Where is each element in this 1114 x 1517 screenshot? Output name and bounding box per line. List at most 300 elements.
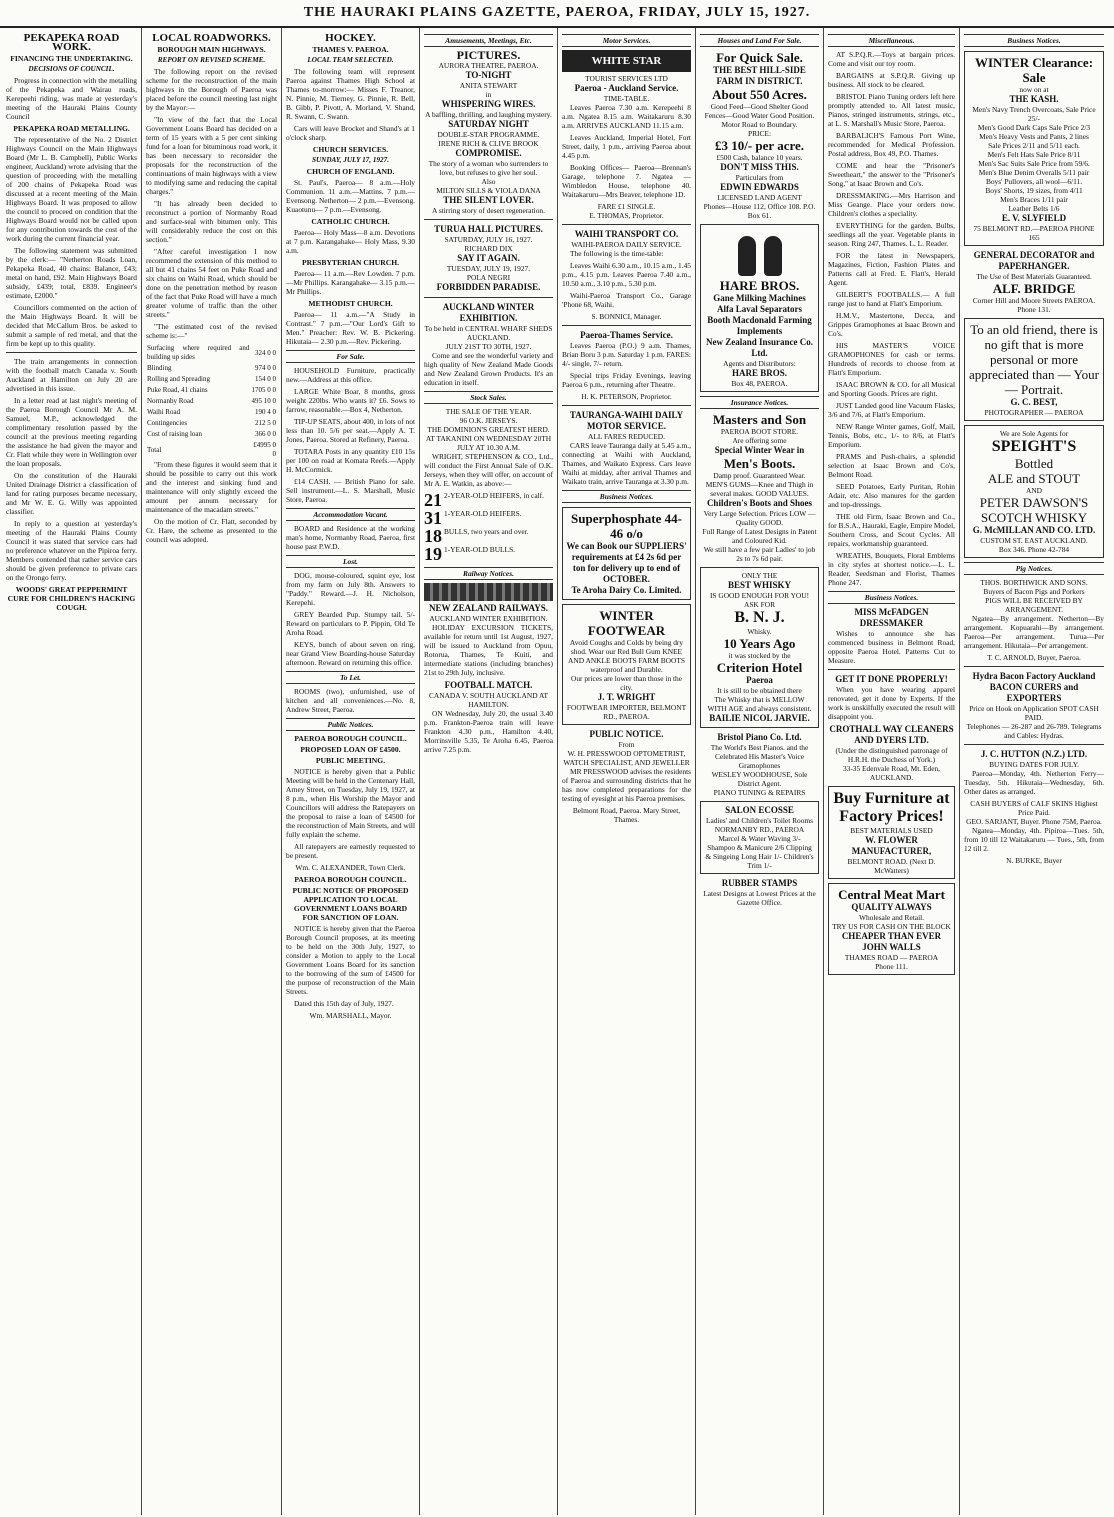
company-name: WAIHI TRANSPORT CO. — [574, 229, 679, 239]
ad-line: Sale Prices 2/11 and 5/11 each. — [988, 141, 1080, 150]
ad-company: ALF. BRIDGE — [992, 281, 1076, 296]
ad-text: (Under the distinguished patronage of H.R.H. the Duchess of York.) — [835, 746, 948, 764]
ad-text: CHEAPER THAN EVER — [841, 931, 942, 941]
section-heading: Business Notices. — [964, 34, 1104, 47]
paragraph: MR PRESSWOOD advises the residents of Paeroa and surrounding districts that he has now completed preparations for the testing of eyesight at his Paeroa premises. — [562, 767, 691, 803]
table-row: Contingencies 212 5 0 — [147, 419, 276, 427]
ad-line: Men's Good Dark Caps Sale Price 2/3 — [977, 123, 1091, 132]
ad-text: Price on Hook on Application SPOT CASH PAID. — [969, 704, 1099, 722]
exhibition-title: AUCKLAND WINTER EXHIBITION. — [442, 302, 535, 323]
ad-text: IS GOOD ENOUGH FOR YOU! — [709, 591, 810, 600]
ad-phone: Box 346. Phone 42-784 — [998, 545, 1070, 554]
classified-ad: H.M.V., Mastertone, Decca, and Grippes Gramophones at Isaac Brown and Co's. — [828, 311, 955, 338]
ad-text: PIANO TUNING & REPAIRS — [713, 788, 806, 797]
ad-text: GEO. SARJANT, Buyer. Phone 75M, Paeroa. — [966, 817, 1102, 826]
classified-ad: BOARD and Residence at the working man's home, Normanby Road, Paeroa, first house past P.W.D. — [286, 524, 415, 551]
classified-ad: COME and hear the "Prisoner's Sweetheart," the answer to the "Prisoner's Song," at Isaac Brown and Co's. — [828, 161, 955, 188]
ad-address: Box 48, PAEROA. — [731, 379, 788, 388]
divider — [964, 666, 1104, 667]
ad-title: WINTER FOOTWEAR — [587, 608, 666, 638]
ad-text: THE BEST HILL-SIDE FARM IN DISTRICT. — [713, 65, 806, 86]
ad-line: New Zealand Insurance Co. Ltd. — [705, 337, 813, 358]
cost-table — [146, 343, 277, 460]
ad-title: Hydra Bacon Factory Auckland — [972, 671, 1096, 681]
ad-company: THE KASH. — [1009, 94, 1059, 104]
section-heading: Pig Notices. — [964, 562, 1104, 575]
price-label: PRICE: — [748, 129, 771, 138]
ad-text: DON'T MISS THIS. — [720, 162, 799, 172]
ad-address: 33-35 Edenvale Road, Mt. Eden, AUCKLAND. — [842, 764, 941, 782]
exhibition-dates: JULY 21ST TO 30TH, 1927. — [445, 342, 532, 351]
section-heading: Railway Notices. — [424, 567, 553, 580]
section-heading: Accommodation Vacant. — [286, 508, 415, 521]
table-row: Cost of raising loan 366 0 0 — [147, 430, 276, 438]
footwear-ad — [562, 604, 691, 725]
column-7 — [824, 28, 960, 1515]
phones: Phones—House 112, Office 108. P.O. Box 61. — [703, 202, 816, 220]
ad-company: W. FLOWER MANUFACTURER, — [851, 835, 932, 856]
classified-ad: HIS MASTER'S VOICE GRAMOPHONES for cash or terms. Hundreds of records to choose from at Flatt's Emporium. — [828, 341, 955, 377]
ad-text: PAEROA BOOT STORE. — [720, 427, 799, 436]
agent-title: LICENSED LAND AGENT — [717, 193, 802, 202]
paragraph: CARS leave Tauranga daily at 5.45 a.m., connecting at Waihi with Auckland, Thames, and Waikato Express. Cars leave Waihi at midday, after arrival Thames and Waikato train, arrive Tauranga at 3.30 p.m. — [562, 441, 691, 486]
classified-ad: BARGAINS at S.P.Q.R. Giving up business. All stock to be cleared. — [828, 71, 955, 89]
ad-title: Men's Boots. — [723, 456, 796, 471]
section-heading: Business Notices. — [562, 490, 691, 503]
ad-text: Bottled — [1014, 456, 1054, 471]
sale-heading: THE SALE OF THE YEAR. — [445, 407, 532, 416]
ad-text: Latest Designs at Lowest Prices at the Gazette Office. — [703, 889, 816, 907]
classified-ad: NEW Range Winter games, Golf, Mail, Tennis, Bobs, etc., 1/- to 8/6, at Flatt's Emporium. — [828, 422, 955, 449]
proprietor: H. K. PETERSON, Proprietor. — [581, 392, 672, 401]
ad-title: Central Meat Mart — [838, 887, 945, 902]
furniture-ad — [828, 786, 955, 879]
film-desc: The story of a woman who surrenders to love, but refuses to give her soul. — [428, 159, 549, 177]
star-name: ANITA STEWART — [459, 81, 518, 90]
theatre-name: TURUA HALL PICTURES. — [434, 224, 543, 234]
film-title: THE SILENT LOVER. — [443, 195, 534, 205]
ad-text: BEST MATERIALS USED — [850, 826, 933, 835]
meat-mart-ad — [828, 883, 955, 975]
paragraph: Dated this 15th day of July, 1927. — [294, 999, 394, 1008]
ad-text: N. BURKE, Buyer — [1006, 856, 1062, 865]
ad-text: ONLY THE — [741, 571, 778, 580]
classified-ad: THE old Firm, Isaac Brown and Co., for B.S.A., Hauraki, Eagle, Empire Model, Southern Cross, and Scout Cycles. All repairs, workmanship guaranteed. — [828, 512, 955, 548]
lot-row: 19 1-YEAR-OLD BULLS. — [424, 544, 516, 564]
ad-title: PETER DAWSON'S — [979, 495, 1089, 510]
church-date: SUNDAY, JULY 17, 1927. — [311, 156, 390, 164]
column-2 — [142, 28, 282, 1515]
ad-text: now on at — [1019, 85, 1049, 94]
ad-text: Special Winter Wear in — [714, 445, 805, 455]
paragraph: "From these figures it would seem that it should be possible to carry out this work and the interest and sinking fund and maintenance will only slightly exceed the amount per annum necessary for maintenance of the macadam streets." — [146, 460, 277, 514]
ad-text: It is still to be obtained there — [717, 686, 802, 695]
classified-ad: LARGE White Boar, 8 months, gross weight 220lbs. Who wants it? £6. Sows to farrow, reasonable.—Box 4, Netherton. — [286, 387, 415, 414]
ad-text: WESLEY WOODHOUSE, Sole District Agent. — [711, 770, 808, 788]
paragraph: St. Paul's, Paeroa— 8 a.m.—Holy Communion. 11 a.m.—Mattins. 7 p.m.—Evensong. Netherton— 2 p.m.—Evensong. Kuaotunu— 7 p.m.—Evensong. — [286, 178, 415, 214]
ad-text: AND — [1025, 486, 1042, 495]
paragraph: WRIGHT, STEPHENSON & CO., Ltd., will conduct the First Annual Sale of O.K. Jerseys, when they will offer, on account of Mr A. E. Watkin, as above:— — [424, 452, 553, 488]
ad-text: PIGS WILL BE RECEIVED BY ARRANGEMENT. — [985, 596, 1083, 614]
ad-title: RUBBER STAMPS — [721, 878, 798, 888]
price: £3 10/- per acre. — [714, 138, 805, 153]
section-heading: Stock Sales. — [424, 391, 553, 404]
paragraph: Come and see the wonderful variety and high quality of New Zealand Made Goods and New Zealand Grown Products. It's an education in itself. — [424, 351, 553, 387]
ad-title: HARE BROS. — [719, 278, 800, 293]
jerseys-label: 96 O.K. JERSEYS. — [459, 416, 518, 425]
paragraph: Councillors commented on the action of the Main Highways Board. It will be decided that McCallum Bros. be asked to submit a sample of red metal, and that the firm be kept up to this quality. — [6, 303, 137, 348]
paragraph: On the constitution of the Hauraki United Drainage District a classification of land for rating purposes became necessary, and Mr W. E. G. Willy was appointed classifier. — [6, 471, 137, 516]
ad-company: HARE BROS. — [731, 368, 787, 378]
herd-label: THE DOMINION'S GREATEST HERD. — [427, 425, 550, 434]
ad-text: The Use of Best Materials Guaranteed. — [976, 272, 1092, 281]
ad-text: Avoid Coughs and Colds by being dry shod. Wear our Red Bull Gum KNEE AND ANKLE BOOTS FARM BOOTS waterproof and Durable. — [568, 638, 685, 674]
ad-title: To an old friend, there is no gift that is more personal or more appreciated than — Your — Portrait. — [969, 322, 1099, 397]
ad-address: BELMONT ROAD. (Next D. McWatters) — [847, 857, 936, 875]
column-8 — [960, 28, 1108, 1515]
church-name: CHURCH OF ENGLAND. — [306, 167, 395, 176]
paragraph: "After careful investigation I now recommend the extension of this method to all but 41 chains 54 feet on Puke Road and six chains on Waihi Road, which should be done on the penetration method by reason of the fact that Puke Road will have a much greater volume of traffic than the other streets." — [146, 247, 277, 319]
film-title: SAY IT AGAIN. — [457, 253, 520, 263]
paragraph: ON Wednesday, July 20, the usual 3.40 p.m. Frankton-Paeroa train will leave Frankton 4.30 p.m., Hamilton 4.40, Morrinsville 5.35, Te Aroha 6.45, Paeroa arrive 7.25 p.m. — [424, 709, 553, 754]
divider — [562, 325, 691, 326]
lot-row: 31 1-YEAR-OLD HEIFERS. — [424, 508, 522, 528]
ad-company: G. C. BEST, — [1010, 397, 1058, 407]
pictures-heading: PICTURES. — [456, 48, 521, 62]
ad-address: Corner Hill and Moore Streets PAEROA. Phone 131. — [972, 296, 1096, 314]
section-heading: Houses and Land For Sale. — [700, 34, 819, 47]
ad-address: CUSTOM ST. EAST AUCKLAND. — [980, 536, 1088, 545]
ad-address: THAMES ROAD — PAEROA — [844, 953, 939, 962]
ad-title: WINTER Clearance: Sale — [974, 55, 1094, 85]
ad-text: The Whisky that is MELLOW WITH AGE and always consistent. — [707, 695, 812, 713]
article-subtitle: FINANCING THE UNDERTAKING. — [10, 54, 133, 63]
rabbit-icon — [764, 236, 782, 276]
classified-ad: AT S.P.Q.R.—Toys at bargain prices. Come and visit our toy room. — [828, 50, 955, 68]
ad-title: J. C. HUTTON (N.Z.) LTD. — [980, 749, 1088, 759]
article-subtitle: THAMES V. PAEROA. — [312, 45, 389, 54]
article-subtitle: REPORT ON REVISED SCHEME. — [157, 56, 266, 64]
ad-text: PHOTOGRAPHER — PAEROA — [984, 408, 1084, 417]
table-row: Waihi Road 190 4 0 — [147, 408, 276, 416]
classified-ad: PRAMS and Push-chairs, a splendid selection at Isaac Brown and Co's, Belmont Road. — [828, 452, 955, 479]
ad-text: ASK FOR — [743, 600, 775, 609]
ad-subtitle: BACON CURERS and EXPORTERS — [989, 682, 1079, 703]
fare-label: FARE £1 SINGLE. — [597, 202, 656, 211]
ad-text: Good Feed—Good Shelter Good Fences—Good Water Good Position. Motor Road to Boundary. — [704, 102, 815, 129]
classified-ad: DOG, mouse-coloured, squint eye, lost from my farm on July 8th. Answers to "Paddy." Reward.—J. H. Nicholson, Kerepehi. — [286, 571, 415, 607]
hare-bros-ad — [700, 224, 819, 392]
table-row: Rolling and Spreading 154 0 0 — [147, 375, 276, 383]
section-heading: Lost. — [286, 555, 415, 568]
paragraph: "The estimated cost of the revised scheme is:—" — [146, 322, 277, 340]
speights-ad — [964, 425, 1104, 558]
ad-title: For Quick Sale. — [716, 50, 803, 65]
paragraph: Wishes to announce she has commenced business in Belmont Road, opposite Paeroa Hotel. Patterns Cut to Measure. — [828, 629, 955, 665]
ad-text: CASH BUYERS of CALF SKINS Highest Price Paid. — [970, 799, 1098, 817]
rabbit-icon — [738, 236, 756, 276]
divider — [6, 352, 137, 353]
show-date: TUESDAY, JULY 19, 1927. — [446, 264, 531, 273]
ad-title: GENERAL DECORATOR and PAPERHANGER. — [973, 250, 1095, 271]
ad-title: Bristol Piano Co. Ltd. — [717, 732, 802, 742]
ad-company: CROTHALL WAY CLEANERS AND DYERS LTD. — [829, 724, 954, 745]
film-desc: A baffling, thrilling, and laughing mystery. — [425, 110, 552, 119]
manager: S. BONNICI, Manager. — [591, 312, 662, 321]
route-name: Paeroa - Auckland Service. — [574, 83, 679, 93]
ad-text: Full Range of Latest Designs in Patent and Coloured Kid. — [702, 527, 817, 545]
ad-title: SPEIGHT'S — [991, 438, 1077, 455]
ad-text: Buyers of Bacon Pigs and Porkers — [983, 587, 1085, 596]
ad-title: Superphosphate 44-46 o/o — [571, 511, 682, 541]
paragraph: Paeroa—Monday, 4th. Netherton Ferry—Tuesday, 5th. Hikutaia—Wednesday, 6th. Other dates as arranged. — [964, 769, 1104, 796]
ad-text: QUALITY ALWAYS — [851, 902, 932, 912]
ad-text: it was stocked by the — [728, 651, 791, 660]
terms: £500 Cash, balance 10 years. — [716, 153, 803, 162]
ad-line: Men's Felt Hats Sale Price 8/11 — [987, 150, 1081, 159]
church-name: PRESBYTERIAN CHURCH. — [301, 258, 400, 267]
ad-text: Our prices are lower than those in the city. — [570, 674, 683, 692]
ad-text: We are Sole Agents for — [999, 429, 1069, 438]
hotel-town: Paeroa — [746, 675, 773, 685]
theatre-name: AURORA THEATRE, PAEROA. — [438, 61, 539, 70]
table-row: Blinding 974 0 0 — [147, 364, 276, 372]
ad-text: BAILIE NICOL JARVIE. — [709, 713, 810, 723]
ad-title: Buy Furniture at Factory Prices! — [833, 790, 950, 825]
classified-ad: ROOMS (two), unfurnished, use of kitchen and all conveniences.—No. 8, Andrew Street, Paeroa. — [286, 687, 415, 714]
paragraph: All ratepayers are earnestly requested to be present. — [286, 842, 415, 860]
ad-text: NORMANBY RD., PAEROA Marcel & Water Waving 3/- Shampoo & Manicure 2/6 Clipping & Singeing Long Hair 1/- Children's Trim 1/- — [705, 825, 814, 870]
ad-text: 10 Years Ago — [723, 636, 796, 651]
superphosphate-ad — [562, 507, 691, 600]
section-heading: Amusements, Meetings, Etc. — [424, 34, 553, 47]
also-label: Also — [481, 177, 496, 186]
ad-company: JOHN WALLS — [862, 942, 921, 952]
paragraph: Waihi-Paeroa Transport Co., Garage 'Phone 68, Waihi. — [562, 291, 691, 309]
film-desc: A stirring story of desert regeneration. — [432, 206, 545, 215]
classified-ad: £14 CASH. — British Piano for sale. Sell instrument.—L. S. Marshall, Music Store, Paeroa. — [286, 477, 415, 504]
classified-ad: EVERYTHING for the garden. Bulbs, seedlings all the year. Vegetable plants in season. Ring 247, Thames. L. L. Reader. — [828, 221, 955, 248]
paragraph: NOTICE is hereby given that a Public Meeting will be held in the Centenary Hall, Arney Street, on Tuesday, July 19, 1927, at 8 p.m., when His Worship the Mayor and Councillors will address the Ratepayers on the proposal to raise a loan of £4500 for the reconstruction of Main Streets, and will fully explain the scheme. — [286, 767, 415, 839]
ad-text: MEN'S GUMS—Knee and Thigh in several makes. GOOD VALUES. — [705, 480, 814, 498]
ad-text: TRY US FOR CASH ON THE BLOCK — [832, 922, 951, 931]
in-label: in — [485, 90, 492, 99]
paragraph: In a letter read at last night's meeting of the Paeroa Borough Council Mr A. M. Samuel, M.P., acknowledged the complimentary resolution passed by the council at the previous meeting regarding the assistance he had given the mayor and Cr. Flatt while they were in Wellington over the loan proposals. — [6, 396, 137, 468]
paragraph: The following statement was submitted by the clerk:— "Netherton Roads Loan, Pekapeka Road, 40 chains: Balance, £43; metal on hand, £92. Main Highways Board subsidy, £439; total, £839. Engineer's estimate, £2000." — [6, 246, 137, 300]
paragraph: "In view of the fact that the Local Government Loans Board has decided on a term of 15 years with a 5 per cent sinking fund for a loan for bituminous road work, it has been necessary to reconsider the proposals for the reconstruction of the continuations of main highways with a view to modifying same and reducing the capital charges." — [146, 115, 277, 196]
paragraph: Paeroa— 11 a.m.—"A Study in Contrast." 7 p.m.—"Our Lord's Gift to Men." Preacher: Rev. W. B. Pickering. Hikutaia— 2.30 p.m.—Rev. Pickering. — [286, 310, 415, 346]
article-subtitle: DECISIONS OF COUNCIL. — [28, 65, 115, 73]
ad-address: 75 BELMONT RD.—PAEROA PHONE 165 — [973, 224, 1095, 242]
divider — [424, 297, 553, 298]
optometrist: W. H. PRESSWOOD OPTOMETRIST, WATCH SPECIALIST, AND JEWELLER — [563, 749, 690, 767]
article-subtitle: BOROUGH MAIN HIGHWAYS. — [157, 45, 266, 54]
ad-line: Alfa Laval Separators — [717, 304, 802, 314]
classified-ad: HOUSEHOLD Furniture, practically new.—Address at this office. — [286, 366, 415, 384]
sale-location: AT TAKANINI ON WEDNESDAY 20TH JULY AT 10.30 A.M. — [425, 434, 552, 452]
ad-text: T. C. ARNOLD, Buyer, Paeroa. — [987, 653, 1081, 662]
paragraph: Cars will leave Brocket and Shand's at 1 o'clock sharp. — [286, 124, 415, 142]
paragraph: HOLIDAY EXCURSION TICKETS, available for return until 1st August, 1927, will be issued to Auckland from Opuu, Rotorua, Thames, Te Kuiti, and intermediate stations (including branches) 21st to 29th July, inclusive. — [424, 623, 553, 677]
column-3 — [282, 28, 420, 1515]
ad-title: B. N. J. — [734, 609, 785, 626]
ad-text: We still have a few pair Ladies' to job 2s to 7s 6d pair. — [703, 545, 816, 563]
ad-text: BUYING DATES FOR JULY. — [989, 760, 1079, 769]
train-illustration — [424, 583, 553, 601]
divider — [562, 224, 691, 225]
ad-text: Ladies' and Children's Toilet Rooms — [705, 816, 814, 825]
ad-line: Men's Navy Trench Overcoats, Sale Price 25/- — [972, 105, 1096, 123]
ad-line: Men's Braces 1/11 pair — [1000, 195, 1068, 204]
notice-title: PUBLIC MEETING. — [315, 756, 386, 765]
notice-title: PAEROA BOROUGH COUNCIL. — [294, 875, 407, 884]
notice-title: PAEROA BOROUGH COUNCIL. — [294, 734, 407, 743]
ad-title: SALON ECOSSE — [725, 805, 794, 815]
rabbit-illustration — [704, 230, 815, 276]
divider — [424, 219, 553, 220]
article-title: PEKAPEKA ROAD WORK. — [23, 32, 120, 53]
match-title: CANADA V. SOUTH AUCKLAND AT HAMILTON. — [428, 691, 548, 709]
paragraph: The following is the time-table: — [570, 249, 664, 258]
ad-company: Te Aroha Dairy Co. Limited. — [571, 585, 682, 595]
route-name: TAURANGA-WAIHI DAILY MOTOR SERVICE. — [569, 410, 684, 431]
paragraph: Paeroa— 11 a.m.—Rev Lowden. 7 p.m.—Mr Phillips. Karangahake— 3.15 p.m.—Mr Phillips. — [286, 269, 415, 296]
star-name: IRENE RICH & CLIVE BROOK — [438, 139, 539, 148]
lot-row: 18 BULLS, two years and over. — [424, 526, 529, 546]
section-heading: For Sale. — [286, 350, 415, 363]
ad-line: Leather Belts 1/6 — [1008, 204, 1060, 213]
fare-label: ALL FARES REDUCED. — [588, 432, 665, 441]
agent-name: EDWIN EDWARDS — [720, 182, 799, 192]
signature: Wm. C. ALEXANDER, Town Clerk. — [295, 863, 406, 872]
classified-ad: SEED Potatoes, Early Puritan, Rohin Adair, etc. Also manures for the garden and top-dressings. — [828, 482, 955, 509]
ad-line: Men's Heavy Vests and Pants, 2 lines — [979, 132, 1089, 141]
ad-phone: Phone 111. — [875, 962, 908, 971]
classified-ad: TOTARA Posts in any quantity £10 15s per 100 on road at Komata Reefs.—Apply H. McCormick. — [286, 447, 415, 474]
hotel-name: Criterion Hotel — [716, 660, 803, 675]
salon-ad — [700, 801, 819, 874]
portrait-ad — [964, 318, 1104, 421]
ad-text: Agents and Distributors: — [723, 359, 796, 368]
star-name: RICHARD DIX — [464, 244, 513, 253]
railways-title: NEW ZEALAND RAILWAYS. — [429, 603, 548, 613]
classified-ad: TIP-UP SEATS, about 400, in lots of not less than 10. 5/6 per seat.—Apply A. T. Jones, Paeroa. Stored at Refinery, Paeroa. — [286, 417, 415, 444]
article-title: LOCAL ROADWORKS. — [152, 32, 271, 44]
paragraph: On the motion of Cr. Flatt, seconded by Cr. Hare, the scheme as presented to the council was adopted. — [146, 517, 277, 544]
signature: Wm. MARSHALL, Mayor. — [309, 1011, 392, 1020]
show-date: SATURDAY, JULY 16, 1927. — [444, 235, 533, 244]
classified-ad: FOR the latest in Newspapers, Magazines, Fiction, Fashion Plates and Patterns call at Fred. E. Flatt's, Herald Agent. — [828, 251, 955, 287]
ad-company: E. V. SLYFIELD — [1001, 213, 1067, 223]
ad-title: MISS McFADGEN — [854, 607, 929, 617]
paragraph: In reply to a question at yesterday's meeting of the Hauraki Plains County Council it was stated that service cars had no preference whatever on the Pipiroa ferry. Members contended that rather service cars should be given preference to private cars on the Orongo ferry. — [6, 519, 137, 582]
paragraph: The following report on the revised scheme for the reconstruction of the main highways in the Borough of Paeroa was placed before the council meeting last night by the Mayor:— — [146, 67, 277, 112]
route-name: Paeroa-Thames Service. — [580, 330, 673, 340]
ad-line: Boys' Pullovers, all wool—6/11. — [985, 177, 1083, 186]
section-heading: Business Notices. — [828, 591, 955, 604]
section-heading: Miscellaneous. — [828, 34, 955, 47]
ad-line: Boys' Shorts, 19 sizes, from 4/11 — [985, 186, 1083, 195]
from-label: From — [618, 740, 635, 749]
column-4 — [420, 28, 558, 1515]
film-title: WHISPERING WIRES. — [441, 99, 536, 109]
table-row: Surfacing where required and building up sides 324 0 0 — [147, 344, 276, 361]
ad-text: Are offering some — [732, 436, 787, 445]
ad-text: The World's Best Pianos. and the Celebrated His Master's Voice Gramophones — [710, 743, 809, 770]
route-name: WAIHI-PAEROA DAILY SERVICE. — [571, 240, 682, 249]
section-heading: Public Notices. — [286, 718, 415, 731]
film-title: COMPROMISE. — [455, 148, 522, 158]
church-name: CATHOLIC CHURCH. — [311, 217, 390, 226]
classified-ad: ISAAC BROWN & CO. for all Musical and Sporting Goods. Prices are right. — [828, 380, 955, 398]
paragraph: Leaves Paeroa (P.O.) 9 a.m. Thames, Brian Boru 3 p.m. Saturday 1 p.m. FARES: 4/- single, 7/- return. — [562, 341, 691, 368]
article-title: HOCKEY. — [325, 32, 376, 44]
kash-ad — [964, 51, 1104, 246]
paragraph: "It has already been decided to reconstruct a portion of Normanby Road and surface-seal with bitumen only. This will considerably reduce the cost on this section." — [146, 199, 277, 244]
film-title: FORBIDDEN PARADISE. — [436, 282, 541, 292]
ad-text: SCOTCH WHISKY — [980, 510, 1088, 525]
exhibition-title: AUCKLAND WINTER EXHIBITION. — [429, 614, 548, 623]
paragraph: Progress in connection with the metalling of the Pekapeka and Wairau roads, Kerepeehi riding, was made at yesterday's meeting of the Hauraki Plains County Council — [6, 76, 137, 121]
classified-ad: DRESSMAKING.—Mrs Harrison and Miss Geange. Place your orders now. Children's clothes a speciality. — [828, 191, 955, 218]
paragraph: Special trips Friday Evenings, leaving Paeroa 6 p.m., returning after Theatre. — [562, 371, 691, 389]
ad-text: Damp proof. Guaranteed Wear. — [713, 471, 806, 480]
classified-ad: BRISTOL Piano Tuning orders left here promptly attended to. All latest music, Pianos, stringed instruments, strings, etc., at L. S. Marshall's Music Store, Paeroa. — [828, 92, 955, 128]
ad-line: Men's Sac Suits Sale Price from 59/6. — [978, 159, 1090, 168]
divider — [562, 405, 691, 406]
address: Belmont Road, Paeroa. Mary Street, Thames. — [572, 806, 681, 824]
classified-ad: WREATHS, Bouquets, Floral Emblems in city styles at shortest notice.—L. L. Reader, Seedsman and Florist, Thames Phone 247. — [828, 551, 955, 587]
divider — [828, 669, 955, 670]
ad-title: GET IT DONE PROPERLY! — [835, 674, 948, 684]
notice-title: PROPOSED LOAN OF £4500. — [300, 745, 401, 754]
paragraph: NOTICE is hereby given that the Paeroa Borough Council proposes, at its meeting to be held on the 30th July, 1927, to consider a Motion to apply to the Local Government Loans Board for its sanction to the borrowing of the sum of £4500 for the purpose of reconstruction of the Main Streets. — [286, 924, 415, 996]
column-6 — [696, 28, 824, 1515]
programme-label: DOUBLE-STAR PROGRAMME. — [437, 130, 540, 139]
saturday-label: SATURDAY NIGHT — [448, 119, 529, 129]
paragraph: Paeroa— Holy Mass—8 a.m. Devotions at 7 p.m. Karangahake— Holy Mass, 9.30 a.m. — [286, 228, 415, 255]
notice-title: PUBLIC NOTICE. — [589, 729, 664, 739]
footer-ad: WOODS' GREAT PEPPERMINT CURE FOR CHILDREN'S HACKING COUGH. — [7, 585, 136, 612]
paragraph: Ngatea—By arrangement. Netherton—By arrangement. Kopuarahi—By arrangement. Paeroa—Per arrangement. Turua—Per arrangement. Hikutaia—Per arrangement. — [964, 614, 1104, 650]
ad-line: Booth Macdonald Farming Implements — [707, 315, 812, 336]
exhibition-venue: To be held in CENTRAL WHARF SHEDS AUCKLAND. — [424, 324, 553, 342]
ad-text: Children's Boots and Shoes — [706, 498, 813, 508]
paragraph: The representative of the No. 2 District Highways Council on the Main Highways Board (Mr L. B. Campbell), Public Works engineer, Auckland) wrote advising that the question of proceeding with the metalling of 200 chains of Pekapeka Road was discussed at a recent meeting of the Main Highways Board. It was proposed to allow the council to proceed on condition that the Highways Board would not be called upon for any contribution towards the cost of the work during the current financial year. — [6, 135, 137, 243]
classified-ad: JUST Landed good line Vacuum Flasks, 3/6 and 7/6, at Flatt's Emporium. — [828, 401, 955, 419]
church-title: CHURCH SERVICES. — [312, 145, 389, 154]
ad-line: Gane Milking Machines — [713, 293, 806, 303]
paragraph: Booking Offices— Paeroa—Brennan's Garage, telephone 7. Ngatea — Wimbledon House, telephone 40. Waitakaruru—Mrs Beaver, telephone 1D. — [562, 163, 691, 199]
ad-company: G. McMILLAN AND CO. LTD. — [972, 525, 1096, 535]
ad-company: THOS. BORTHWICK AND SONS. — [980, 578, 1088, 587]
section-heading: Insurance Notices. — [700, 396, 819, 409]
ad-subtitle: DRESSMAKER — [859, 618, 924, 628]
proprietor: E. THOMAS, Proprietor. — [589, 211, 664, 220]
company-name: TOURIST SERVICES LTD — [585, 74, 668, 83]
ad-text: We can Book our SUPPLIERS' requirements at £4 2s 6d per ton for delivery up to end of OCTOBER. — [566, 541, 687, 584]
paragraph: The train arrangements in connection with the football match Canada v. South Auckland at Hamilton on July 20 are advertised in this issue. — [6, 357, 137, 393]
columns — [2, 28, 1112, 1515]
paragraph: When you have wearing apparel renovated, get it done by Experts. If the work is unskilfully executed the result will disappoint you. — [828, 685, 955, 721]
section-heading: Motor Services. — [562, 34, 691, 47]
ad-text: ALE and STOUT — [987, 471, 1081, 486]
white-star-logo: WHITE STAR — [562, 50, 691, 72]
football-title: FOOTBALL MATCH. — [444, 680, 533, 690]
acres: About 550 Acres. — [712, 87, 807, 102]
table-row: Normanby Road 495 10 0 — [147, 397, 276, 405]
paragraph: Leaves Paeroa 7.30 a.m. Kerepeehi 8 a.m. Ngatea 8.15 a.m. Waitakaruru 8.30 a.m. ARRIVES AUCKLAND 11.15 a.m. — [562, 103, 691, 130]
